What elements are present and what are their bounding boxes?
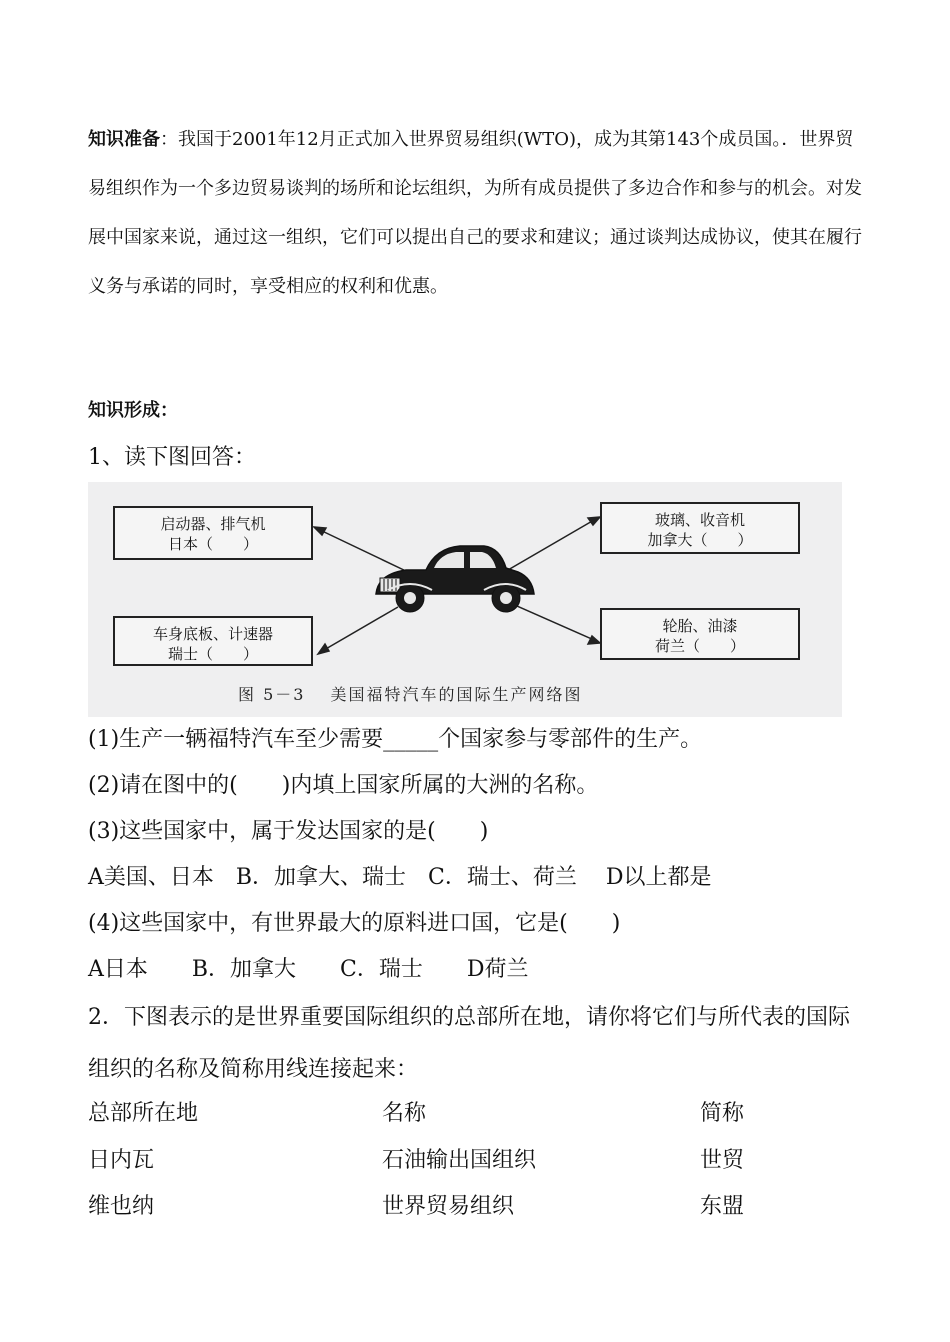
- row-1-abbreviation: 世贸: [700, 1148, 745, 1173]
- box-netherlands-parts: 轮胎、油漆: [662, 617, 738, 635]
- box-switzerland-country: 瑞士（ ）: [167, 645, 258, 663]
- question-1-sub-2: (2)请在图中的( )内填上国家所属的大洲的名称。: [88, 773, 599, 798]
- knowledge-preparation-text: ：我国于2001年12月正式加入世界贸易组织(WTO)，成为其第143个成员国。．世界贸易组织作为一个多边贸易谈判的场所和论坛组织，为所有成员提供了多边合作和参与的机会。对发展中国家来说，通过这一组织，它们可以提出自己的要求和建议；通过谈判达成协议，使其在履行义务与承诺的同时，享受相应的权利和优惠。: [88, 129, 862, 297]
- arrowhead-switzerland: [318, 644, 329, 654]
- arrowhead-netherlands: [588, 636, 600, 644]
- box-japan: [113, 506, 313, 560]
- question-2-prompt: 2．下图表示的是世界重要国际组织的总部所在地，请你将它们与所代表的国际组织的名称及简称用线连接起来：: [88, 1005, 850, 1082]
- question-1-sub-3-options: A美国、日本 B．加拿大、瑞士 C．瑞士、荷兰 D以上都是: [88, 865, 712, 890]
- ford-production-network-figure: [88, 482, 842, 717]
- arrow-to-netherlands: [508, 602, 594, 640]
- row-1-name: 石油输出国组织: [382, 1148, 537, 1173]
- question-1-sub-4: (4)这些国家中，有世界最大的原料进口国，它是( ): [88, 911, 621, 936]
- row-1-headquarters: 日内瓦: [88, 1148, 155, 1173]
- box-switzerland-parts: 车身底板、计速器: [152, 625, 273, 643]
- box-canada-parts: 玻璃、收音机: [654, 511, 745, 529]
- arrow-to-canada: [508, 520, 594, 570]
- header-headquarters: 总部所在地: [88, 1101, 199, 1126]
- box-japan-country: 日本（ ）: [167, 535, 258, 553]
- knowledge-preparation-paragraph: [88, 115, 868, 311]
- row-2-headquarters: 维也纳: [88, 1194, 155, 1219]
- question-1-sub-3: (3)这些国家中，属于发达国家的是( ): [88, 819, 489, 844]
- knowledge-preparation-label: 知识准备: [88, 129, 160, 150]
- arrow-to-switzerland: [324, 607, 398, 650]
- row-2-abbreviation: 东盟: [700, 1194, 745, 1219]
- box-netherlands: [600, 608, 800, 660]
- box-canada-country: 加拿大（ ）: [647, 531, 753, 549]
- header-name: 名称: [382, 1101, 427, 1126]
- row-2-name: 世界贸易组织: [382, 1194, 515, 1219]
- header-abbreviation: 简称: [700, 1101, 745, 1126]
- box-switzerland: [113, 616, 313, 666]
- arrow-to-japan: [320, 530, 408, 572]
- question-1-sub-1: (1)生产一辆福特汽车至少需要_____个国家参与零部件的生产。: [88, 727, 703, 752]
- arrowhead-japan: [314, 527, 326, 535]
- question-1-prompt: 1、读下图回答：: [88, 445, 256, 470]
- box-netherlands-country: 荷兰（ ）: [654, 637, 745, 655]
- car-icon: [376, 546, 534, 612]
- question-1-sub-4-options: A日本 B．加拿大 C．瑞士 D荷兰: [88, 957, 529, 982]
- figure-caption: 图 5－3 美国福特汽车的国际生产网络图: [238, 685, 583, 704]
- knowledge-formation-title: 知识形成：: [88, 400, 178, 421]
- box-canada: [600, 502, 800, 554]
- box-japan-parts: 启动器、排气机: [160, 515, 266, 533]
- arrowhead-canada: [588, 517, 600, 525]
